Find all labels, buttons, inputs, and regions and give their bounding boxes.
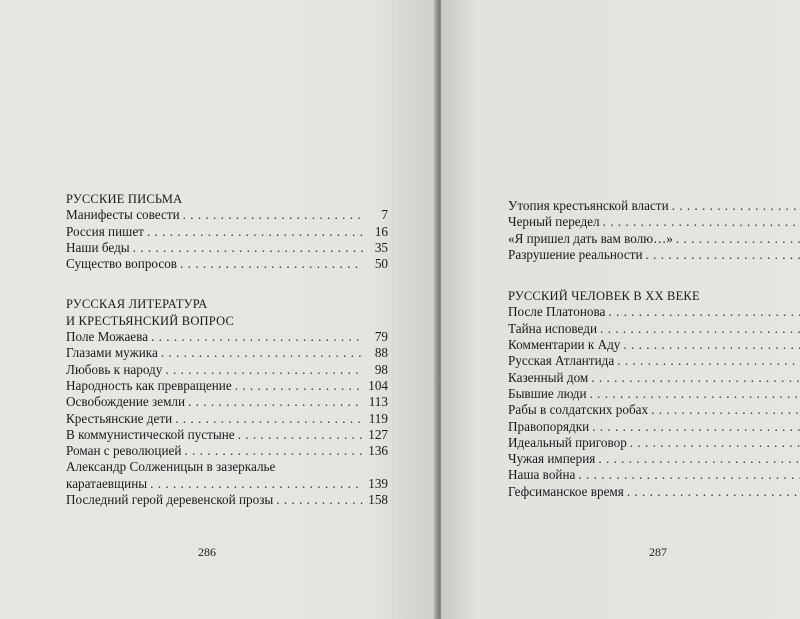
toc-entry [508,353,800,369]
entry-title: Роман с революцией [66,443,182,459]
toc-section-russian-man [508,288,800,500]
dot-leader [598,451,800,467]
toc-entry [508,386,800,402]
toc-entry [66,427,388,443]
entry-title: Крестьянские дети [66,410,173,426]
section-heading: РУССКАЯ ЛИТЕРАТУРА [66,297,208,312]
toc-entry [508,402,800,418]
dot-leader [276,492,363,508]
toc-entry [508,231,800,247]
section-heading-line-2: И КРЕСТЬЯНСКИЙ ВОПРОС [66,313,234,328]
entry-title: Гефсиманское время [508,483,624,499]
entry-title: Черный передел [508,214,600,230]
toc-entry [66,378,388,394]
toc-entry [508,467,800,483]
toc-entry [66,394,388,410]
dot-leader [617,353,800,369]
dot-leader [627,484,800,500]
toc-entry-multiline [66,459,388,492]
dot-leader [147,224,363,240]
entry-title: Бывшие люди [508,385,587,401]
entry-title: Рабы в солдатских робах [508,402,649,418]
entry-title: Чужая империя [508,451,596,467]
dot-leader [165,362,363,378]
toc-entry [66,240,388,256]
entry-page: 104 [368,377,388,393]
dot-leader [592,419,800,435]
entry-title: Существо вопросов [66,256,178,272]
entry-title: Тайна исповеди [508,320,598,336]
toc-entry [508,304,800,320]
dot-leader [188,394,363,410]
dot-leader [578,467,800,483]
entry-title: Любовь к народу [66,361,163,377]
entry-page: 158 [368,492,388,508]
entry-title: Последний герой деревенской прозы [66,492,274,508]
dot-leader [623,337,800,353]
entry-page: 88 [374,345,388,361]
entry-title: В коммунистической пустыне [66,426,235,442]
toc-entry [508,337,800,353]
dot-leader [672,198,800,214]
toc-entry [66,411,388,427]
toc-entry [66,329,388,345]
toc-entry [508,321,800,337]
entry-title: Казенный дом [508,369,589,385]
entry-title: Русская Атлантида [508,353,615,369]
section-heading: РУССКИЕ ПИСЬМА [66,192,183,206]
dot-leader [608,304,800,320]
dot-leader [676,231,800,247]
entry-page: 16 [374,223,388,239]
entry-title: Манифесты совести [66,207,180,223]
entry-page: 50 [374,256,388,272]
dot-leader [646,247,800,263]
entry-title: Утопия крестьянской власти [508,198,669,213]
toc-entry [508,484,800,500]
dot-leader [238,427,363,443]
toc-section-russian-letters [66,191,388,272]
toc-entry [508,451,800,467]
entry-page: 35 [374,239,388,255]
dot-leader [133,240,363,256]
dot-leader [603,214,800,230]
entry-page: 136 [368,443,388,459]
entry-title: Поле Можаева [66,329,149,345]
toc-entry [66,256,388,272]
toc-section-continued [508,198,800,263]
entry-title: Россия пишет [66,223,144,239]
table-of-contents-right [508,198,800,525]
dot-leader [591,370,800,386]
entry-title-line-2: каратаевщины [66,475,148,491]
toc-entry [508,247,800,263]
dot-leader [235,378,363,394]
toc-entry [66,492,388,508]
toc-entry [66,345,388,361]
entry-page: 7 [381,207,388,223]
toc-section-russian-literature [66,296,388,508]
dot-leader [630,435,800,451]
entry-title: Наша война [508,467,576,483]
dot-leader [600,321,800,337]
toc-entry [508,419,800,435]
dot-leader [651,402,800,418]
entry-title: Наши беды [66,239,130,255]
entry-title: Народность как превращение [66,377,232,393]
page-number: 287 [649,545,667,559]
dot-leader [590,386,800,402]
entry-page: 98 [374,361,388,377]
dot-leader [183,207,363,223]
table-of-contents-left [66,191,388,532]
entry-title: Глазами мужика [66,345,158,361]
dot-leader [161,345,363,361]
toc-entry [66,362,388,378]
toc-entry [508,370,800,386]
section-heading: РУССКИЙ ЧЕЛОВЕК В XX ВЕКЕ [508,289,700,304]
toc-entry [508,198,800,214]
entry-page: 113 [368,394,388,410]
toc-entry [66,224,388,240]
entry-title: Разрушение реальности [508,246,643,262]
entry-page: 79 [374,329,388,345]
entry-page: 139 [368,475,388,491]
dot-leader [180,256,363,272]
entry-title: «Я пришел дать вам волю…» [508,230,673,246]
right-page [441,0,800,619]
entry-page: 127 [368,426,388,442]
entry-title: Идеальный приговор [508,434,627,450]
dot-leader [151,329,363,345]
toc-entry [66,443,388,459]
entry-page: 119 [368,410,388,426]
entry-title: Освобождение земли [66,394,186,410]
dot-leader [150,476,363,492]
toc-entry [508,214,800,230]
entry-title: Комментарии к Аду [508,337,621,353]
entry-title: После Платонова [508,304,606,320]
entry-title: Правопорядки [508,418,590,434]
dot-leader [175,411,363,427]
entry-title-line-1: Александр Солженицын в зазеркалье [66,459,276,475]
toc-entry [508,435,800,451]
page-number: 286 [198,545,216,559]
toc-entry [66,476,388,492]
dot-leader [184,443,363,459]
toc-entry [66,207,388,223]
